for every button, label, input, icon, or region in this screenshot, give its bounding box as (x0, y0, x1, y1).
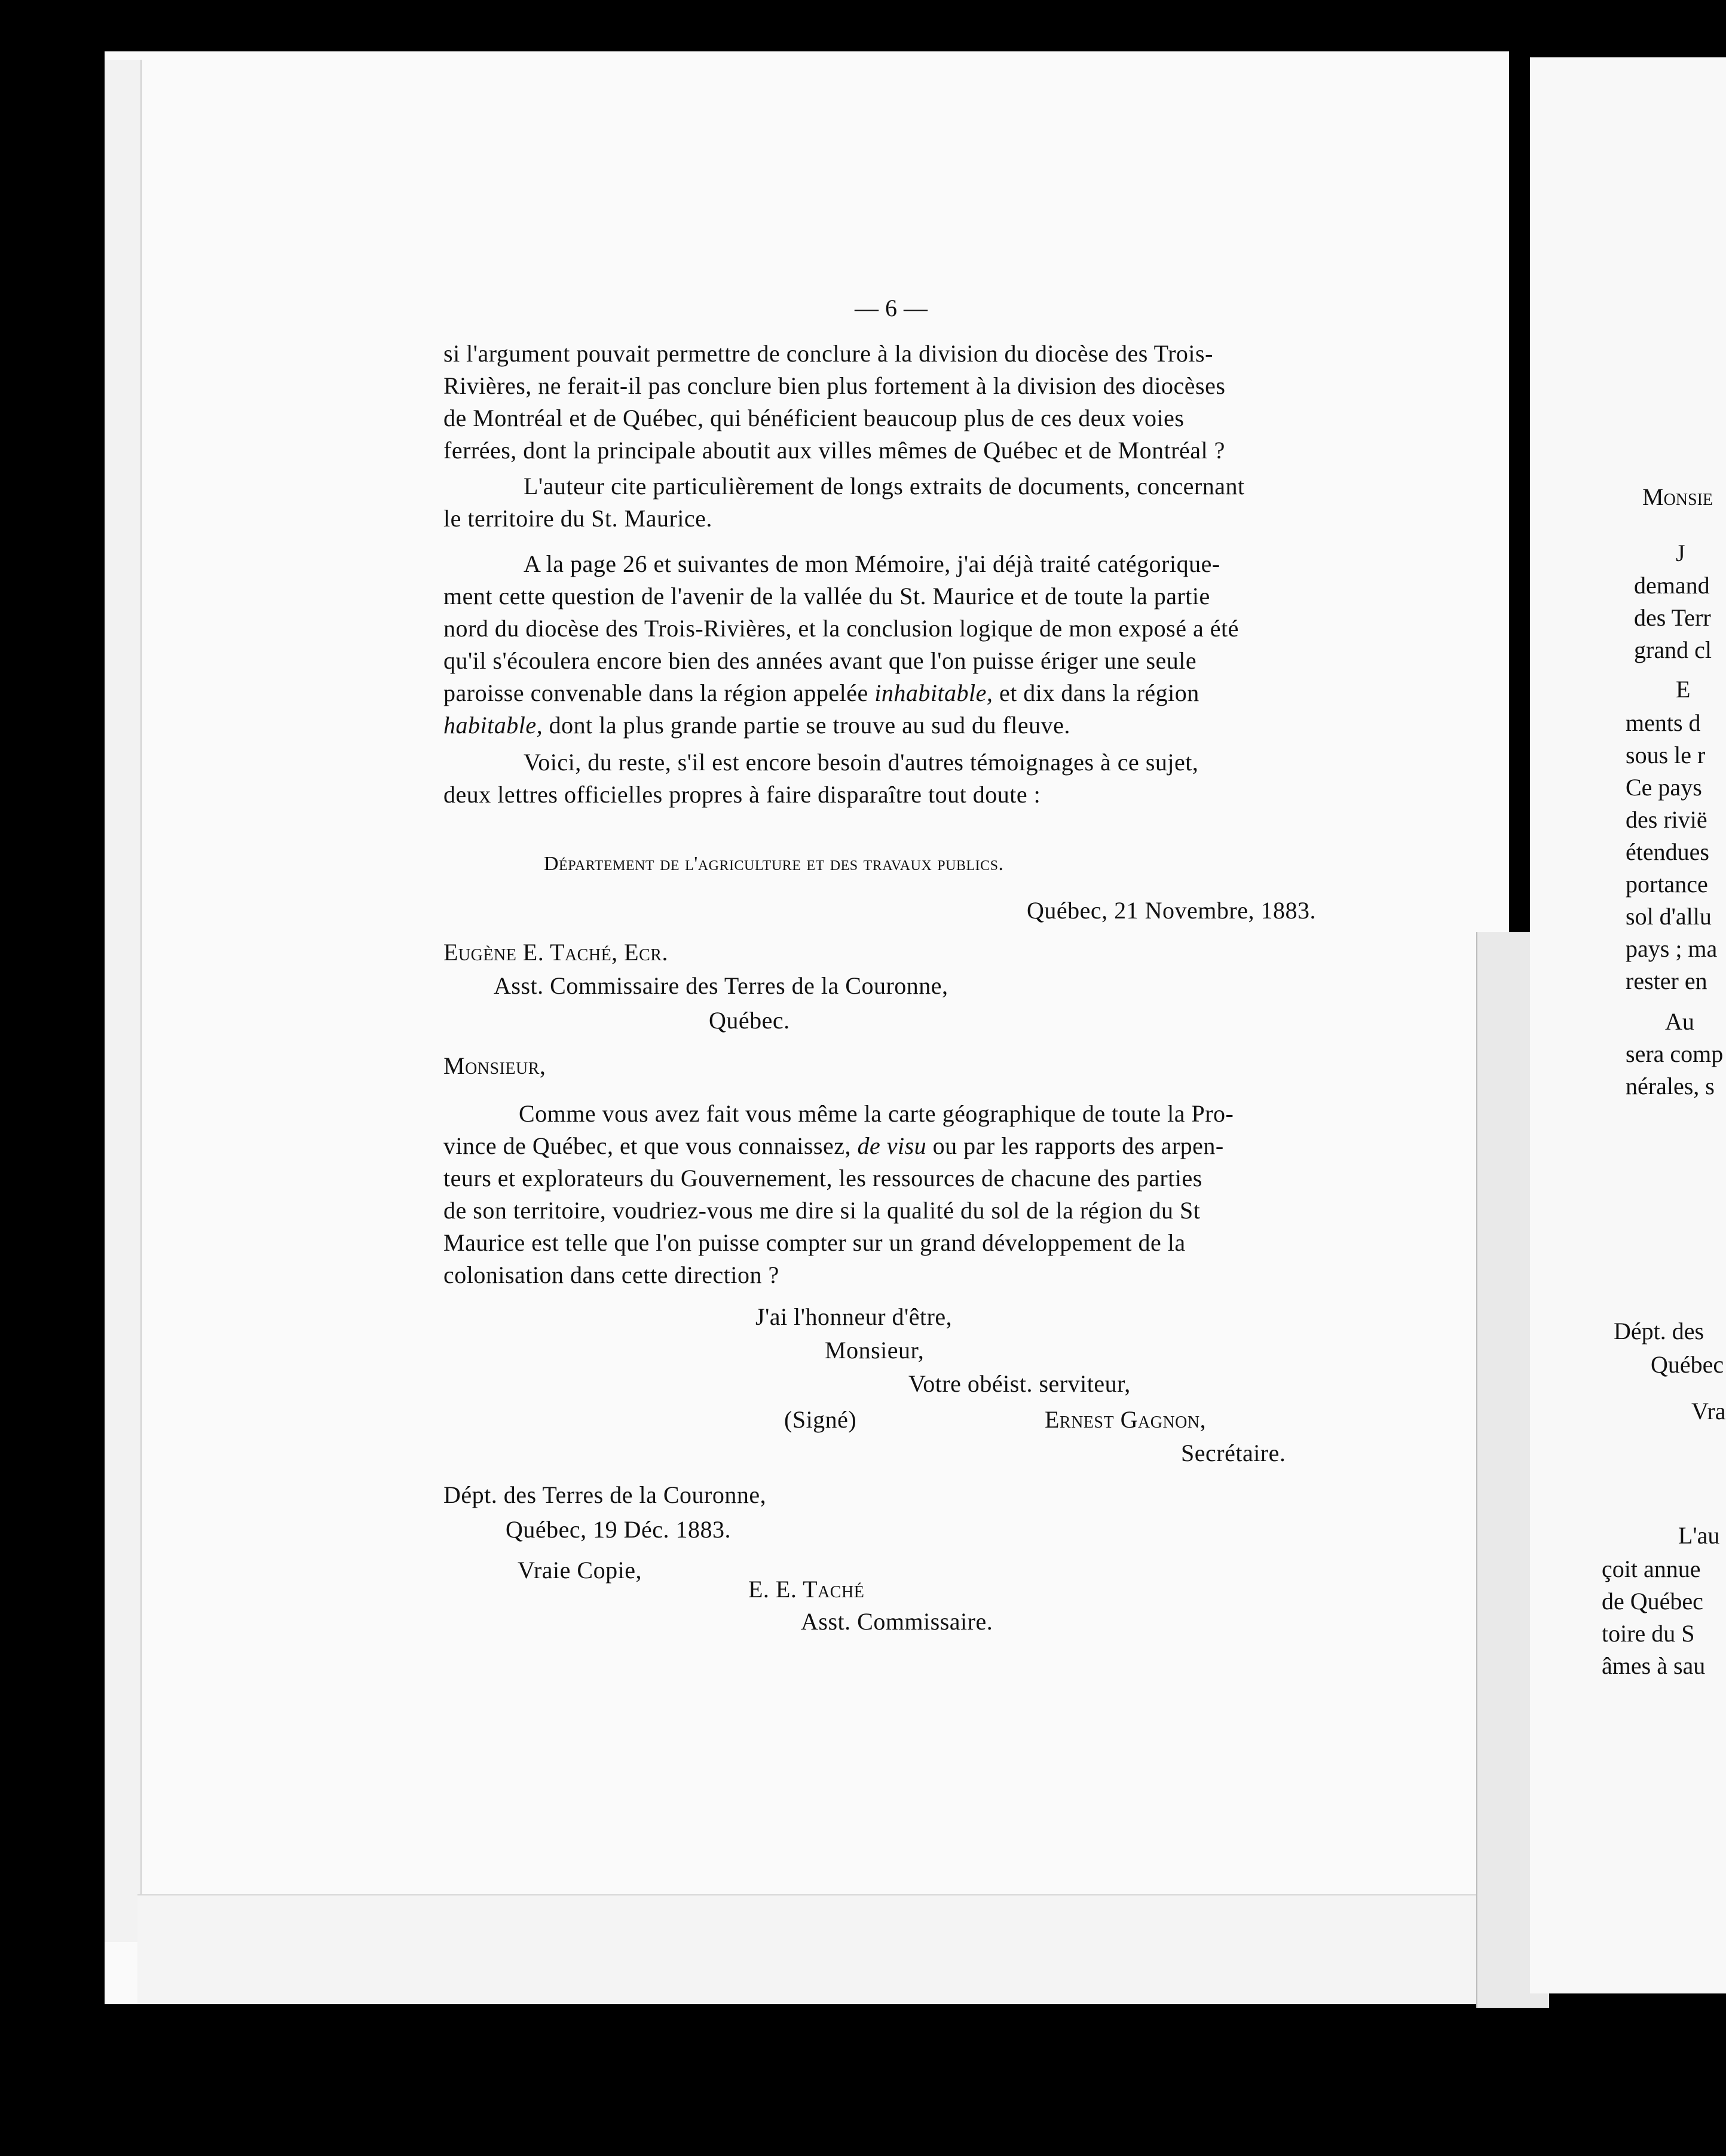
right-line: çoit annue (1602, 1555, 1701, 1582)
body-text: dont la plus grande partie se trouve au sud du fleuve. (549, 712, 1070, 739)
body-text: paroisse convenable dans la région appelée (443, 679, 868, 706)
body-line: L'auteur cite particulièrement de longs extraits de documents, concernant (524, 473, 1245, 500)
italic-term: inhabitable, (874, 679, 993, 706)
signer-title: Secrétaire. (1181, 1440, 1286, 1466)
body-line: le territoire du St. Maurice. (443, 505, 712, 532)
body-text: et dix dans la région (999, 679, 1199, 706)
right-line: pays ; ma (1626, 935, 1718, 962)
right-line: Monsie (1642, 483, 1713, 510)
page-edge (105, 60, 142, 1942)
body-line: de Montréal et de Québec, qui bénéficient beaucoup plus de ces deux voies (443, 405, 1185, 431)
body-line: Rivières, ne ferait-il pas conclure bien plus fortement à la division des diocèses (443, 372, 1226, 399)
signed-mark: (Signé) (784, 1406, 857, 1433)
addressee-title: Asst. Commissaire des Terres de la Couronne, (494, 972, 948, 999)
letter-heading: Département de l'agriculture et des travaux publics. (544, 853, 1004, 875)
right-page (1530, 57, 1726, 1993)
right-line: sol d'allu (1626, 903, 1712, 930)
copy-title: Asst. Commissaire. (801, 1608, 993, 1635)
right-line: Dépt. des (1614, 1318, 1704, 1345)
letter-line: de son territoire, voudriez-vous me dire si la qualité du sol de la région du St (443, 1197, 1201, 1224)
salutation: Monsieur, (443, 1052, 546, 1079)
right-line: étendues (1626, 838, 1709, 865)
right-line: toire du S (1602, 1620, 1695, 1647)
letter-line (443, 1132, 1224, 1160)
copy-label: Vraie Copie, (518, 1557, 642, 1584)
body-line: A la page 26 et suivantes de mon Mémoire, j'ai déjà traité catégorique- (524, 550, 1220, 577)
addressee-city: Québec. (709, 1007, 790, 1034)
closing-line: Monsieur, (825, 1337, 925, 1364)
body-line: deux lettres officielles propres à faire disparaître tout doute : (443, 781, 1041, 808)
right-line: Vra (1691, 1398, 1726, 1425)
letter-line: Comme vous avez fait vous même la carte géographique de toute la Pro- (519, 1100, 1234, 1127)
letter-text: ou par les rapports des arpen- (932, 1132, 1224, 1159)
body-line: ment cette question de l'avenir de la vallée du St. Maurice et de toute la partie (443, 583, 1210, 610)
dept-line: Dépt. des Terres de la Couronne, (443, 1481, 767, 1508)
right-line: nérales, s (1626, 1073, 1715, 1100)
right-line: Québec (1651, 1351, 1724, 1378)
right-line: Ce pays (1626, 774, 1702, 801)
dept-line: Québec, 19 Déc. 1883. (506, 1516, 732, 1543)
signer-name: Ernest Gagnon, (1045, 1406, 1207, 1433)
right-line: grand cl (1634, 636, 1712, 663)
letter-line: teurs et explorateurs du Gouvernement, les ressources de chacune des parties (443, 1165, 1202, 1192)
page-fold (137, 1894, 1506, 2003)
right-line: rester en (1626, 967, 1707, 994)
italic-term: habitable, (443, 712, 543, 739)
letter-line: colonisation dans cette direction ? (443, 1261, 779, 1288)
closing-line: Votre obéist. serviteur, (908, 1370, 1131, 1397)
italic-term: de visu (857, 1132, 927, 1159)
right-line: J (1676, 540, 1685, 566)
right-line: sous le r (1626, 742, 1706, 768)
body-line: Voici, du reste, s'il est encore besoin d'autres témoignages à ce sujet, (524, 749, 1199, 776)
closing-line: J'ai l'honneur d'être, (755, 1303, 953, 1330)
right-line: Au (1665, 1008, 1694, 1035)
addressee-name: Eugène E. Taché, Ecr. (443, 939, 668, 966)
body-line: si l'argument pouvait permettre de conclure à la division du diocèse des Trois- (443, 340, 1213, 367)
letter-date: Québec, 21 Novembre, 1883. (1027, 897, 1316, 924)
right-line: portance (1626, 871, 1708, 898)
body-line (443, 711, 1070, 740)
right-line: demand (1634, 572, 1710, 599)
right-line: des Terr (1634, 604, 1711, 631)
right-line: des rivië (1626, 806, 1707, 833)
copy-signer: E. E. Taché (748, 1576, 865, 1603)
right-line: de Québec (1602, 1588, 1703, 1615)
letter-text: vince de Québec, et que vous connaissez, (443, 1132, 851, 1159)
body-line: nord du diocèse des Trois-Rivières, et la conclusion logique de mon exposé a été (443, 615, 1239, 642)
right-line: âmes à sau (1602, 1652, 1706, 1679)
right-line: L'au (1678, 1522, 1720, 1549)
right-line: ments d (1626, 709, 1701, 736)
body-line: qu'il s'écoulera encore bien des années avant que l'on puisse ériger une seule (443, 647, 1197, 674)
right-line: sera comp (1626, 1040, 1724, 1067)
page-number: — 6 — (855, 295, 928, 321)
body-line: ferrées, dont la principale aboutit aux villes mêmes de Québec et de Montréal ? (443, 437, 1225, 464)
letter-line: Maurice est telle que l'on puisse compter sur un grand développement de la (443, 1229, 1186, 1256)
body-line (443, 679, 1199, 708)
right-line: E (1676, 676, 1691, 703)
